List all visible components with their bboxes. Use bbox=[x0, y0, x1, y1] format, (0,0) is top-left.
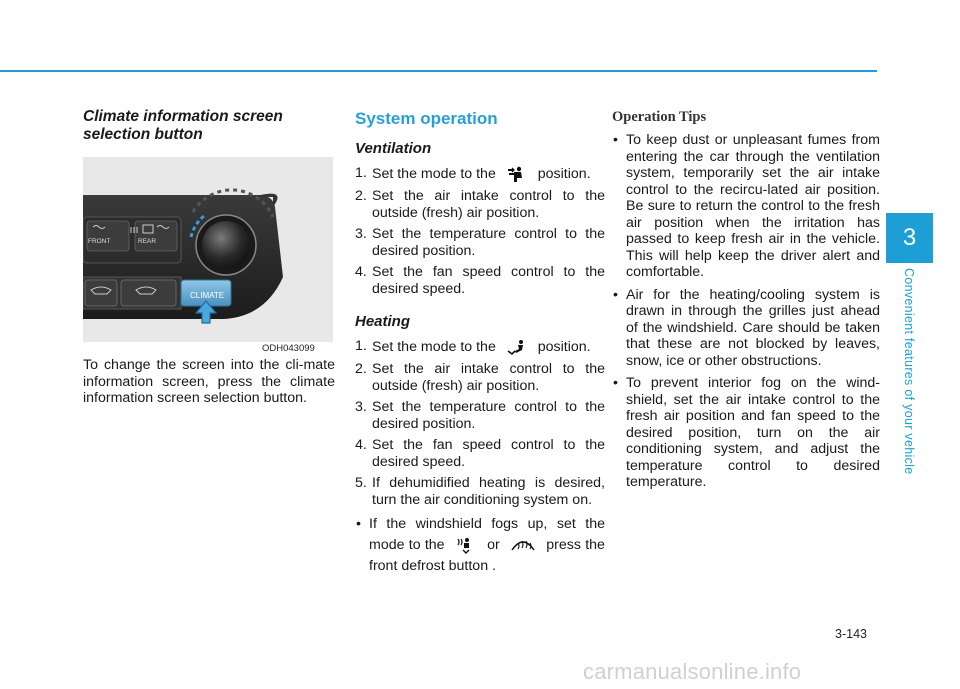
floor-mode-icon bbox=[506, 338, 528, 356]
list-item: 2. Set the air intake control to the outside (fresh) air position. bbox=[355, 361, 605, 394]
chapter-tab: 3 bbox=[886, 213, 933, 263]
chapter-title: Convenient features of your vehicle bbox=[902, 268, 916, 475]
climate-label: CLIMATE bbox=[190, 291, 225, 300]
section-heading-climate-button: Climate information screen selection button bbox=[83, 108, 283, 143]
operation-tips-heading: Operation Tips bbox=[612, 109, 707, 125]
left-body bbox=[83, 357, 335, 407]
rear-label: REAR bbox=[138, 238, 157, 245]
list-item: • If the windshield fogs up, set the mode to the or press the front defrost button . bbox=[356, 516, 605, 574]
ventilation-steps bbox=[355, 165, 605, 297]
list-item: • Air for the heating/cooling system is drawn in through the grilles just ahead of the windshield. Care should be taken that these are not blocked by leaves, snow, ice or other obstructions. bbox=[613, 286, 880, 369]
list-item: 4. Set the fan speed control to the desired speed. bbox=[355, 437, 605, 470]
middle-column bbox=[355, 108, 605, 583]
list-item: 1. Set the mode to the position. bbox=[355, 338, 591, 355]
ventilation-heading: Ventilation bbox=[355, 140, 432, 157]
chapter-title-vertical bbox=[902, 268, 920, 498]
list-item: 5. If dehumidified heating is desired, turn the air conditioning system on. bbox=[355, 475, 605, 508]
climate-panel-illustration bbox=[83, 157, 333, 342]
list-item: 2. Set the air intake control to the outside (fresh) air position. bbox=[355, 188, 605, 221]
heating-heading: Heating bbox=[355, 313, 411, 330]
system-operation-heading: System operation bbox=[355, 109, 498, 128]
page-number: 3-143 bbox=[835, 627, 867, 641]
list-item: • To keep dust or unpleasant fumes from entering the car through the ventilation system, temporarily set the air intake control to the recircu-lated air position. Be sure to return the control to the fresh air position when the irritation has passed to keep fresh air in the vehicle. This will help keep the driver alert and comfortable. bbox=[613, 132, 880, 280]
figure-caption: ODH043099 bbox=[262, 343, 315, 354]
climate-panel-figure bbox=[83, 157, 333, 342]
top-rule bbox=[0, 70, 877, 72]
right-column bbox=[612, 108, 880, 497]
heating-bullets bbox=[355, 514, 605, 577]
list-item: 3. Set the temperature control to the desired position. bbox=[355, 226, 605, 259]
left-column bbox=[83, 108, 335, 144]
front-label: FRONT bbox=[88, 238, 111, 245]
vent-mode-icon bbox=[506, 165, 528, 183]
watermark: carmanualsonline.info bbox=[583, 659, 802, 684]
front-defrost-icon bbox=[510, 536, 536, 554]
floor-defrost-mode-icon bbox=[455, 536, 477, 554]
operation-tips-list bbox=[612, 132, 880, 491]
list-item: 4. Set the fan speed control to the desired speed. bbox=[355, 264, 605, 297]
left-body-text: To change the screen into the cli-mate information screen, press the climate information screen selection button. bbox=[83, 357, 335, 406]
list-item: 1. Set the mode to the position. bbox=[355, 165, 591, 182]
list-item: • To prevent interior fog on the wind-shield, set the air intake control to the fresh air position and fan speed to the desired position, turn on the air conditioning system, and adjust the temperature control to desired temperature. bbox=[613, 375, 880, 490]
list-item: 3. Set the temperature control to the desired position. bbox=[355, 399, 605, 432]
heating-steps bbox=[355, 338, 605, 508]
